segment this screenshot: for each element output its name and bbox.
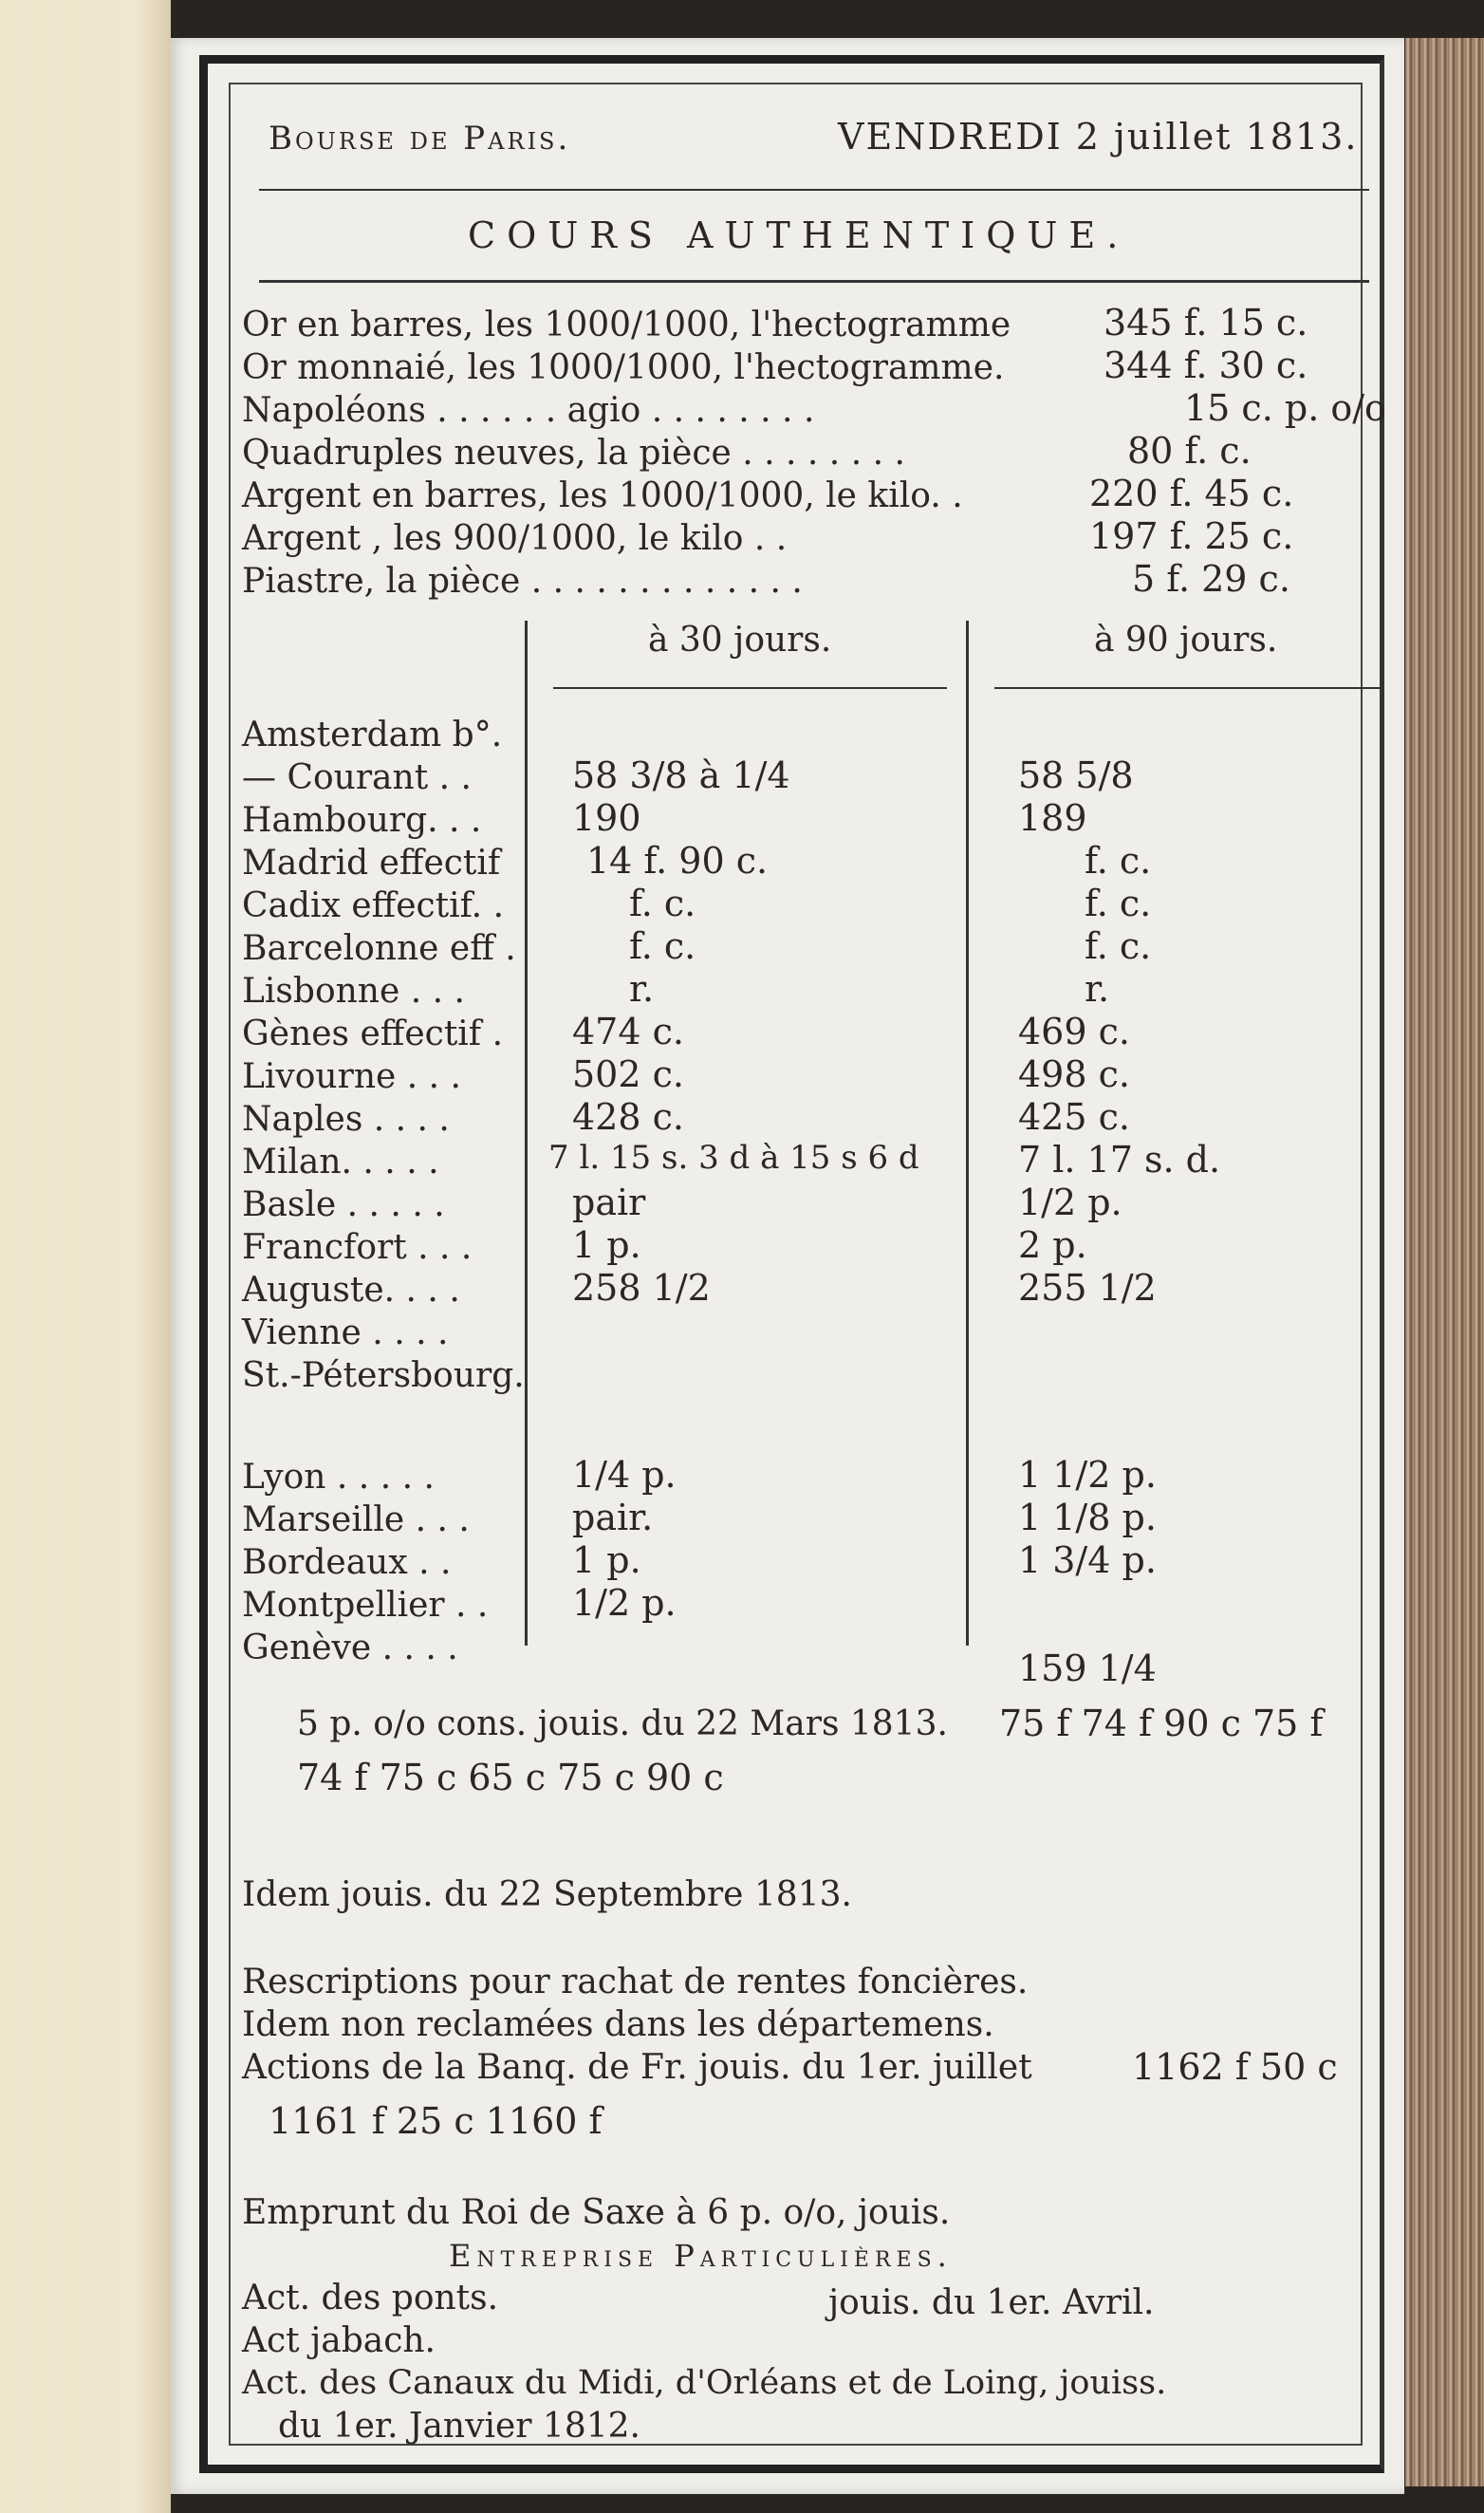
act-jabach: Act jabach.: [242, 2321, 436, 2360]
act-canaux-line2: du 1er. Janvier 1812.: [278, 2407, 640, 2446]
exchange-d90: 498 c.: [1018, 1053, 1130, 1095]
city-d90: 159 1/4: [1018, 1647, 1157, 1689]
actions-banque-line2: 1161 f 25 c 1160 f: [269, 2100, 603, 2142]
exchange-place: Hambourg. . .: [242, 801, 482, 840]
exchange-place: Cadix effectif. .: [242, 886, 505, 925]
metal-label: Argent , les 900/1000, le kilo . .: [242, 519, 788, 558]
metal-value: 15 c. p. o/o: [1184, 387, 1386, 429]
outer-frame: [199, 55, 1384, 2473]
city-d30: 1/2 p.: [572, 1582, 677, 1624]
rescriptions: Rescriptions pour rachat de rentes foncières.: [242, 1963, 1029, 2001]
metal-label: Napoléons . . . . . . agio . . . . . . . .: [242, 391, 815, 430]
header-left: Bourse de Paris.: [269, 120, 571, 158]
exchange-d90: r.: [1085, 968, 1110, 1010]
rentes-line1: 5 p. o/o cons. jouis. du 22 Mars 1813.: [297, 1704, 948, 1743]
exchange-place: — Courant . .: [242, 758, 472, 797]
city-d30: 1 p.: [572, 1539, 641, 1581]
page-title: COURS AUTHENTIQUE.: [468, 214, 1130, 256]
act-canaux: Act. des Canaux du Midi, d'Orléans et de Loing, jouiss.: [242, 2364, 1167, 2402]
exchange-d90: 7 l. 17 s. d.: [1018, 1139, 1221, 1181]
act-ponts: Act. des ponts.: [242, 2279, 499, 2318]
exchange-d90: 469 c.: [1018, 1011, 1130, 1052]
exchange-d90: 255 1/2: [1018, 1267, 1157, 1309]
exchange-d90: f. c.: [1085, 925, 1152, 967]
exchange-place: Milan. . . . .: [242, 1143, 439, 1182]
exchange-d30: 14 f. 90 c.: [586, 840, 769, 882]
exchange-d30: 58 3/8 à 1/4: [572, 754, 790, 796]
emprunt-saxe: Emprunt du Roi de Saxe à 6 p. o/o, jouis.: [242, 2193, 951, 2232]
exchange-place: Gènes effectif .: [242, 1015, 504, 1053]
exchange-d30: 474 c.: [572, 1011, 684, 1052]
exchange-d30: 1 p.: [572, 1224, 641, 1266]
city-d30: pair.: [572, 1497, 654, 1538]
act-ponts-jouis: jouis. du 1er. Avril.: [828, 2283, 1155, 2322]
exchange-d30: 190: [572, 797, 641, 839]
city-d90: 1 1/8 p.: [1018, 1497, 1157, 1538]
exchange-d90: 1/2 p.: [1018, 1182, 1122, 1223]
metal-label: Or en barres, les 1000/1000, l'hectogramme: [242, 306, 1011, 344]
register-page: [171, 38, 1404, 2494]
exchange-place: Auguste. . . .: [242, 1271, 460, 1310]
city-d90: 1 1/2 p.: [1018, 1454, 1157, 1496]
col90-header: à 90 jours.: [1094, 621, 1278, 660]
exchange-d30: 7 l. 15 s. 3 d à 15 s 6 d: [548, 1139, 919, 1177]
actions-banque-value: 1162 f 50 c: [1132, 2046, 1338, 2088]
exchange-place: St.-Pétersbourg.: [242, 1356, 525, 1395]
col30-header: à 30 jours.: [648, 621, 832, 660]
city-d90: 1 3/4 p.: [1018, 1539, 1157, 1581]
inner-frame: [229, 83, 1386, 2446]
exchange-d90: f. c.: [1085, 840, 1152, 882]
header-rule: [259, 189, 1369, 191]
exchange-place: Barcelonne eff .: [242, 929, 516, 968]
exchange-d90: 189: [1018, 797, 1087, 839]
header-right: VENDREDI 2 juillet 1813.: [838, 116, 1359, 158]
col30-rule: [553, 687, 947, 689]
metal-value: 197 f. 25 c.: [1089, 515, 1294, 557]
exchange-place: Madrid effectif: [242, 844, 501, 883]
metal-value: 80 f. c.: [1127, 430, 1252, 472]
exchange-d30: r.: [629, 968, 655, 1010]
exchange-d30: pair: [572, 1182, 646, 1223]
entreprises-heading: Entreprise Particulières.: [449, 2238, 953, 2274]
exchange-d90: 425 c.: [1018, 1096, 1130, 1138]
page-edges: [1400, 38, 1484, 2486]
city-place: Montpellier . .: [242, 1586, 489, 1625]
exchange-place: Lisbonne . . .: [242, 972, 465, 1011]
facing-page: [0, 0, 171, 2513]
exchange-d30: f. c.: [629, 925, 696, 967]
exchange-d30: 502 c.: [572, 1053, 684, 1095]
actions-banque: Actions de la Banq. de Fr. jouis. du 1er. juillet: [242, 2048, 1032, 2087]
exchange-d90: 58 5/8: [1018, 754, 1134, 796]
exchange-place: Livourne . . .: [242, 1057, 461, 1096]
rentes-line1-values: 75 f 74 f 90 c 75 f: [999, 1703, 1324, 1744]
city-place: Lyon . . . . .: [242, 1458, 435, 1497]
city-place: Marseille . . .: [242, 1500, 470, 1539]
metal-value: 344 f. 30 c.: [1104, 344, 1308, 386]
metal-label: Or monnaié, les 1000/1000, l'hectogramme.: [242, 348, 1005, 387]
metal-label: Piastre, la pièce . . . . . . . . . . . . .: [242, 562, 803, 601]
metal-value: 5 f. 29 c.: [1132, 558, 1290, 600]
city-place: Genève . . . .: [242, 1629, 458, 1667]
exchange-d30: 258 1/2: [572, 1267, 711, 1309]
exchange-place: Amsterdam b°.: [242, 716, 503, 754]
rentes-line2: 74 f 75 c 65 c 75 c 90 c: [297, 1757, 724, 1798]
exchange-place: Basle . . . . .: [242, 1185, 445, 1224]
metal-value: 345 f. 15 c.: [1104, 302, 1308, 344]
exchange-d90: f. c.: [1085, 883, 1152, 924]
exchange-place: Naples . . . .: [242, 1100, 450, 1139]
exchange-place: Vienne . . . .: [242, 1313, 449, 1352]
column-divider: [525, 621, 528, 1646]
exchange-d90: 2 p.: [1018, 1224, 1087, 1266]
col90-rule: [994, 687, 1383, 689]
metal-label: Argent en barres, les 1000/1000, le kilo. .: [242, 476, 963, 515]
exchange-place: Francfort . . .: [242, 1228, 473, 1267]
exchange-d30: f. c.: [629, 883, 696, 924]
rentes-idem: Idem jouis. du 22 Septembre 1813.: [242, 1875, 852, 1914]
idem-non: Idem non reclamées dans les départemens.: [242, 2005, 994, 2044]
title-rule: [259, 280, 1369, 283]
exchange-d30: 428 c.: [572, 1096, 684, 1138]
column-divider: [966, 621, 969, 1646]
city-d30: 1/4 p.: [572, 1454, 677, 1496]
metal-value: 220 f. 45 c.: [1089, 473, 1294, 514]
metal-label: Quadruples neuves, la pièce . . . . . . . .: [242, 434, 905, 473]
city-place: Bordeaux . .: [242, 1543, 452, 1582]
